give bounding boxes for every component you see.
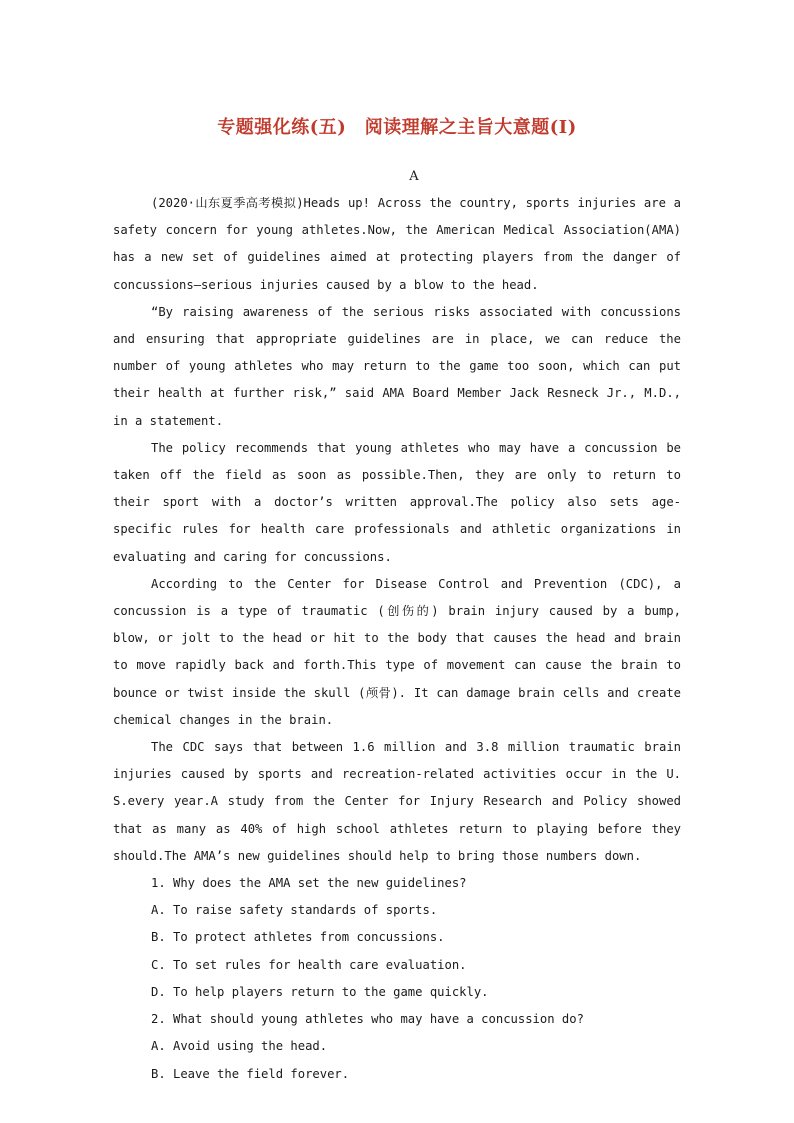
paragraph-2: “By raising awareness of the serious risks associated with concussions and ensuring that appropriate guidelines are in place, we can reduce the number of young athletes who may return to the game too soon, which can put their health at further risk,” said AMA Board Member Jack Resneck Jr., M.D., in a statement. — [113, 304, 681, 428]
question-2-option-a: A. Avoid using the head. — [151, 1039, 328, 1054]
question-2: 2. What should young athletes who may have a concussion do? — [151, 1012, 584, 1027]
question-1-option-d: D. To help players return to the game quickly. — [151, 984, 489, 999]
question-1-option-c: C. To set rules for health care evaluation. — [151, 957, 467, 972]
paragraph-4: According to the Center for Disease Control and Prevention (CDC), a concussion is a type of traumatic (创伤的) brain injury caused by a bump, blow, or jolt to the head or hit to the body that causes the head and brain to move rapidly back and forth.This type of movement can cause the brain to bounce or twist inside the skull (颅骨). It can damage brain cells and create chemical changes in the brain. — [113, 576, 681, 727]
paragraph-1: (2020·山东夏季高考模拟)Heads up! Across the country, sports injuries are a safety concern for young athletes.Now, the American Medical Association(AMA) has a new set of guidelines aimed at protecting players from the danger of concussions—serious injuries caused by a blow to the head. — [113, 196, 681, 292]
paragraph-5: The CDC says that between 1.6 million and 3.8 million traumatic brain injuries caused by sports and recreation-related activities occur in the U. S.every year.A study from the Center for Injury Research and Policy showed that as many as 40% of high school athletes return to playing before they should.The AMA’s new guidelines should help to bring those numbers down. — [113, 740, 681, 863]
page-title: 专题强化练(五) 阅读理解之主旨大意题(Ⅰ) — [217, 117, 577, 138]
question-1-option-b: B. To protect athletes from concussions. — [151, 930, 445, 945]
question-1: 1. Why does the AMA set the new guidelines? — [151, 876, 467, 891]
section-label: A — [409, 169, 419, 184]
question-2-option-b: B. Leave the field forever. — [151, 1066, 350, 1081]
paragraph-3: The policy recommends that young athletes who may have a concussion be taken off the field as soon as possible.Then, they are only to return to their sport with a doctor’s written approval.The policy also sets age-specific rules for health care professionals and athletic organizations in evaluating and caring for concussions. — [113, 440, 681, 564]
question-1-option-a: A. To raise safety standards of sports. — [151, 903, 438, 918]
passage-body — [113, 190, 681, 1088]
